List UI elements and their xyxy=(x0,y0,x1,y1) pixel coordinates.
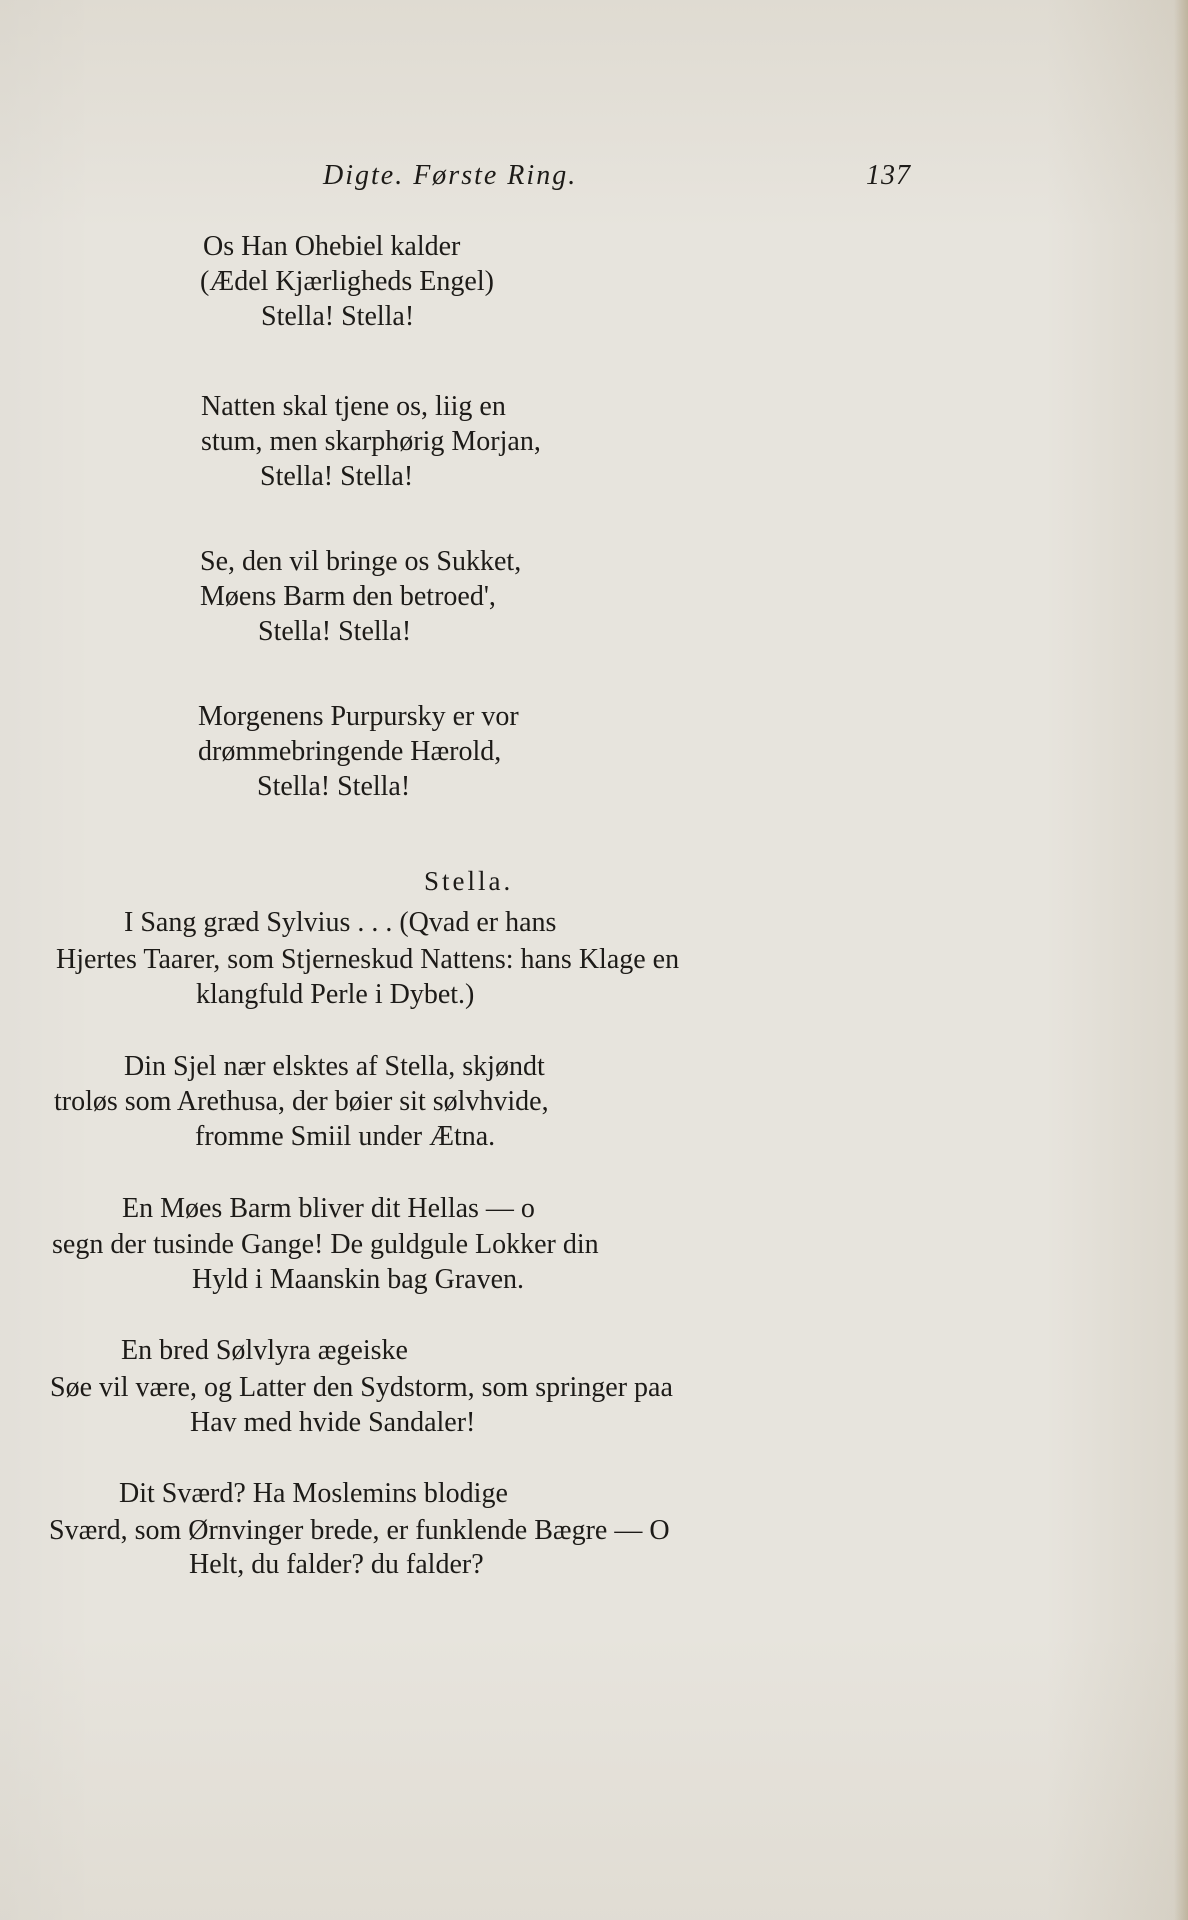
page-edge-shadow xyxy=(1174,0,1188,1920)
verse-line: drømmebringende Hærold, xyxy=(198,736,502,767)
verse-line: Søe vil være, og Latter den Sydstorm, som springer paa xyxy=(50,1372,673,1403)
verse-line: Hav med hvide Sandaler! xyxy=(190,1407,476,1438)
verse-line: Natten skal tjene os, liig en xyxy=(201,391,506,422)
verse-line: Os Han Ohebiel kalder xyxy=(203,231,461,262)
verse-line: En bred Sølvlyra ægeiske xyxy=(121,1335,408,1366)
page-number: 137 xyxy=(866,160,911,191)
verse-line: I Sang græd Sylvius . . . (Qvad er hans xyxy=(124,907,557,938)
verse-line: Sværd, som Ørnvinger brede, er funklende Bægre — O xyxy=(49,1515,670,1546)
verse-line: Stella! Stella! xyxy=(261,301,415,332)
verse-line: fromme Smiil under Ætna. xyxy=(195,1121,496,1152)
verse-line: Din Sjel nær elsktes af Stella, skjøndt xyxy=(124,1051,545,1082)
verse-line: Stella! Stella! xyxy=(257,771,411,802)
running-head-title: Digte. Første Ring. xyxy=(323,160,578,191)
section-heading: Stella. xyxy=(424,866,514,896)
verse-line: Hyld i Maanskin bag Graven. xyxy=(192,1264,525,1295)
verse-line: troløs som Arethusa, der bøier sit sølvhvide, xyxy=(54,1086,549,1117)
verse-line: (Ædel Kjærligheds Engel) xyxy=(200,266,494,297)
verse-line: Se, den vil bringe os Sukket, xyxy=(200,546,522,577)
verse-line: Stella! Stella! xyxy=(260,461,414,492)
verse-line: Helt, du falder? du falder? xyxy=(189,1549,484,1580)
verse-line: Stella! Stella! xyxy=(258,616,412,647)
verse-line: segn der tusinde Gange! De guldgule Lokker din xyxy=(52,1229,599,1260)
verse-line: En Møes Barm bliver dit Hellas — o xyxy=(122,1193,535,1224)
verse-line: Morgenens Purpursky er vor xyxy=(198,701,519,732)
verse-line: Dit Sværd? Ha Moslemins blodige xyxy=(119,1478,508,1509)
verse-line: stum, men skarphørig Morjan, xyxy=(201,426,541,457)
verse-line: klangfuld Perle i Dybet.) xyxy=(196,979,475,1010)
verse-line: Hjertes Taarer, som Stjerneskud Nattens: hans Klage en xyxy=(56,944,680,975)
verse-line: Møens Barm den betroed', xyxy=(200,581,496,612)
